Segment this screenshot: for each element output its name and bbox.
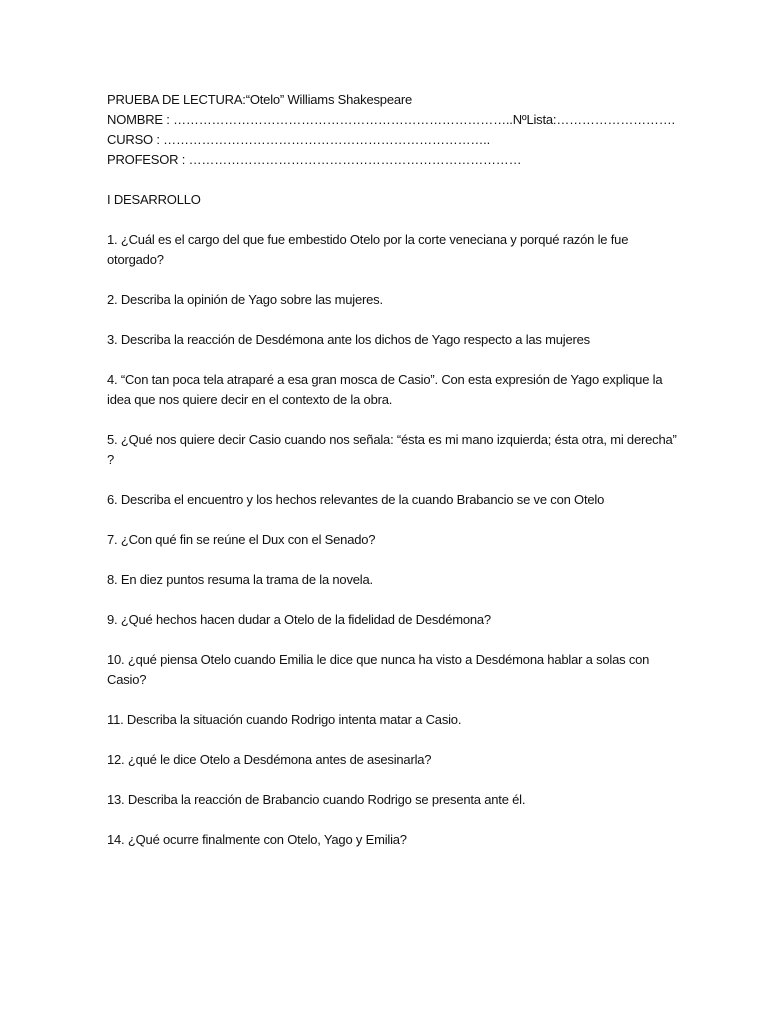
question-item: 1. ¿Cuál es el cargo del que fue embestido Otelo por la corte veneciana y porqué razón le fue otorgado?: [107, 232, 632, 267]
profesor-line: PROFESOR : ……………………………………………………………………: [107, 152, 522, 167]
question-item: 11. Describa la situación cuando Rodrigo intenta matar a Casio.: [107, 712, 462, 727]
question-list: [107, 230, 687, 850]
question-item: 2. Describa la opinión de Yago sobre las mujeres.: [107, 292, 383, 307]
question-item: 13. Describa la reacción de Brabancio cuando Rodrigo se presenta ante él.: [107, 792, 526, 807]
question-item: 8. En diez puntos resuma la trama de la novela.: [107, 572, 373, 587]
question-item: 5. ¿Qué nos quiere decir Casio cuando nos señala: “ésta es mi mano izquierda; ésta otra, mi derecha” ?: [107, 432, 681, 467]
question-item: 12. ¿qué le dice Otelo a Desdémona antes de asesinarla?: [107, 752, 432, 767]
question-item: 4. “Con tan poca tela atraparé a esa gran mosca de Casio”. Con esta expresión de Yago explique la idea que nos quiere decir en el contexto de la obra.: [107, 372, 666, 407]
question-item: 10. ¿qué piensa Otelo cuando Emilia le dice que nunca ha visto a Desdémona hablar a solas con Casio?: [107, 652, 653, 687]
nombre-line: NOMBRE : ……………………………………………………………………..NºLista:……………………….: [107, 112, 675, 127]
question-item: 14. ¿Qué ocurre finalmente con Otelo, Yago y Emilia?: [107, 832, 407, 847]
section-title: I DESARROLLO: [107, 192, 201, 207]
question-item: 7. ¿Con qué fin se reúne el Dux con el Senado?: [107, 532, 376, 547]
question-item: 3. Describa la reacción de Desdémona ante los dichos de Yago respecto a las mujeres: [107, 332, 590, 347]
curso-line: CURSO : …………………………………………………………………..: [107, 132, 491, 147]
question-item: 9. ¿Qué hechos hacen dudar a Otelo de la fidelidad de Desdémona?: [107, 612, 491, 627]
header-block: [107, 90, 687, 170]
question-item: 6. Describa el encuentro y los hechos relevantes de la cuando Brabancio se ve con Otelo: [107, 492, 605, 507]
document-content: [107, 90, 687, 870]
document-title: PRUEBA DE LECTURA:“Otelo” Williams Shakespeare: [107, 92, 413, 107]
